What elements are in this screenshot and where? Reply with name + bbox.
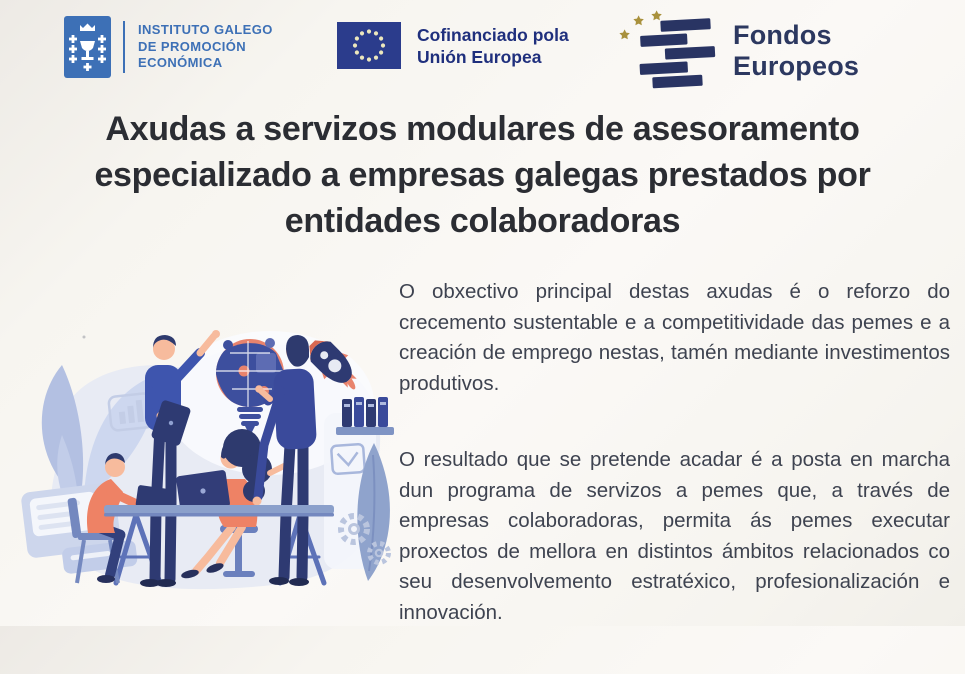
eu-label-line: Cofinanciado pola: [417, 24, 569, 45]
paragraph-objective: O obxectivo principal destas axudas é o reforzo do crecemento sustentable e a competitividade das pemes e a creación de emprego nestas, tamén mediante investimentos produtivos.: [399, 280, 950, 395]
page-title: [0, 106, 965, 244]
igape-name-line: INSTITUTO GALEGO: [138, 22, 273, 38]
eu-label-line: Unión Europea: [417, 46, 542, 67]
eu-cofunded-label: [417, 24, 569, 68]
body-text-column: [399, 277, 950, 674]
igape-separator: [123, 21, 125, 73]
igape-name-line: DE PROMOCIÓN: [138, 38, 247, 54]
fondos-europeos-logo: [617, 8, 965, 94]
page-title-line: Axudas a servizos modulares de asesoramento: [105, 110, 860, 148]
team-illustration: [18, 295, 398, 601]
eu-cofunded-logo: [337, 22, 569, 69]
igape-name-line: ECONÓMICA: [138, 55, 223, 71]
header-logo-row: [0, 0, 965, 100]
page-title-line: entidades colaboradoras: [284, 202, 681, 240]
paragraph-result: O resultado que se pretende acadar é a posta en marcha dun programa de servizos a pemes que, a través de empresas colaboradoras, permita ás pemes executar proxectos de mellora en distintos ámbitos relacionados co seu desenvolvemento estratéxico, profesionalización e innovación.: [399, 448, 950, 624]
fondos-flag-icon: [617, 8, 721, 94]
page-title-line: especializado a empresas galegas prestados por: [94, 156, 871, 194]
fondos-europeos-label: Fondos Europeos: [733, 20, 860, 81]
igape-logo: [64, 16, 273, 78]
igape-emblem-icon: [64, 16, 111, 78]
table: [104, 505, 334, 517]
eu-flag-icon: [337, 22, 401, 69]
igape-name: [138, 22, 273, 72]
